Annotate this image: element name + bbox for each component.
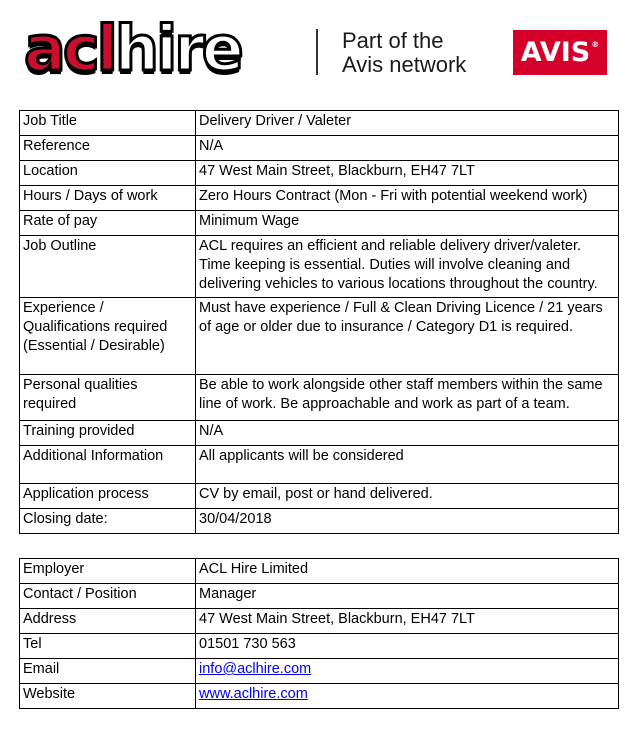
row-label: Website bbox=[20, 684, 196, 709]
table-row bbox=[20, 211, 619, 236]
job-details-table bbox=[19, 110, 619, 534]
row-label: Employer bbox=[20, 559, 196, 584]
row-label: Experience / Qualifications required (Essential / Desirable) bbox=[20, 298, 196, 375]
table-row bbox=[20, 446, 619, 484]
aclhire-logo bbox=[24, 12, 241, 85]
page-header bbox=[0, 0, 639, 100]
row-label: Rate of pay bbox=[20, 211, 196, 236]
tagline-line-2: Avis network bbox=[342, 52, 467, 77]
logo-acl-text: acl bbox=[24, 12, 115, 85]
row-label: Reference bbox=[20, 136, 196, 161]
registered-mark: ® bbox=[591, 40, 600, 49]
table-row bbox=[20, 509, 619, 534]
avis-network-tagline bbox=[342, 29, 466, 77]
table-row bbox=[20, 584, 619, 609]
row-value: Must have experience / Full & Clean Driving Licence / 21 years of age or older due to insurance / Category D1 is required. bbox=[196, 298, 619, 375]
row-value: Minimum Wage bbox=[196, 211, 619, 236]
table-row bbox=[20, 659, 619, 684]
row-label: Hours / Days of work bbox=[20, 186, 196, 211]
row-value: 01501 730 563 bbox=[196, 634, 619, 659]
row-label: Email bbox=[20, 659, 196, 684]
email-link[interactable]: info@aclhire.com bbox=[199, 661, 312, 677]
row-value: 47 West Main Street, Blackburn, EH47 7LT bbox=[196, 609, 619, 634]
row-value: N/A bbox=[196, 136, 619, 161]
avis-logo bbox=[513, 30, 607, 75]
table-row bbox=[20, 609, 619, 634]
table-row bbox=[20, 421, 619, 446]
table-row bbox=[20, 684, 619, 709]
row-label: Additional Information bbox=[20, 446, 196, 484]
website-link[interactable]: www.aclhire.com bbox=[199, 686, 308, 702]
row-label: Training provided bbox=[20, 421, 196, 446]
row-label: Application process bbox=[20, 484, 196, 509]
row-label: Tel bbox=[20, 634, 196, 659]
row-label: Job Title bbox=[20, 111, 196, 136]
row-label: Contact / Position bbox=[20, 584, 196, 609]
row-value bbox=[196, 659, 619, 684]
row-value: ACL Hire Limited bbox=[196, 559, 619, 584]
tagline-line-1: Part of the bbox=[342, 28, 444, 53]
avis-logo-text: AVIS bbox=[520, 37, 591, 68]
row-value: Manager bbox=[196, 584, 619, 609]
table-row bbox=[20, 161, 619, 186]
row-label: Closing date: bbox=[20, 509, 196, 534]
contact-details-table bbox=[19, 558, 619, 709]
table-row bbox=[20, 236, 619, 298]
table-row bbox=[20, 136, 619, 161]
table-row bbox=[20, 111, 619, 136]
row-value: CV by email, post or hand delivered. bbox=[196, 484, 619, 509]
row-label: Address bbox=[20, 609, 196, 634]
row-value: All applicants will be considered bbox=[196, 446, 619, 484]
row-value: N/A bbox=[196, 421, 619, 446]
table-row bbox=[20, 559, 619, 584]
row-value: 30/04/2018 bbox=[196, 509, 619, 534]
row-value: Delivery Driver / Valeter bbox=[196, 111, 619, 136]
row-label: Personal qualities required bbox=[20, 375, 196, 421]
row-label: Job Outline bbox=[20, 236, 196, 298]
table-row bbox=[20, 298, 619, 375]
logo-hire-text: hire bbox=[114, 12, 241, 85]
row-value: Be able to work alongside other staff members within the same line of work. Be approachable and work as part of a team. bbox=[196, 375, 619, 421]
row-value bbox=[196, 684, 619, 709]
table-row bbox=[20, 484, 619, 509]
row-label: Location bbox=[20, 161, 196, 186]
row-value: Zero Hours Contract (Mon - Fri with potential weekend work) bbox=[196, 186, 619, 211]
table-row bbox=[20, 375, 619, 421]
header-divider bbox=[316, 29, 318, 75]
row-value: ACL requires an efficient and reliable delivery driver/valeter. Time keeping is essential. Duties will involve cleaning and delivering vehicles to various locations throughout the country. bbox=[196, 236, 619, 298]
table-row bbox=[20, 634, 619, 659]
table-row bbox=[20, 186, 619, 211]
row-value: 47 West Main Street, Blackburn, EH47 7LT bbox=[196, 161, 619, 186]
